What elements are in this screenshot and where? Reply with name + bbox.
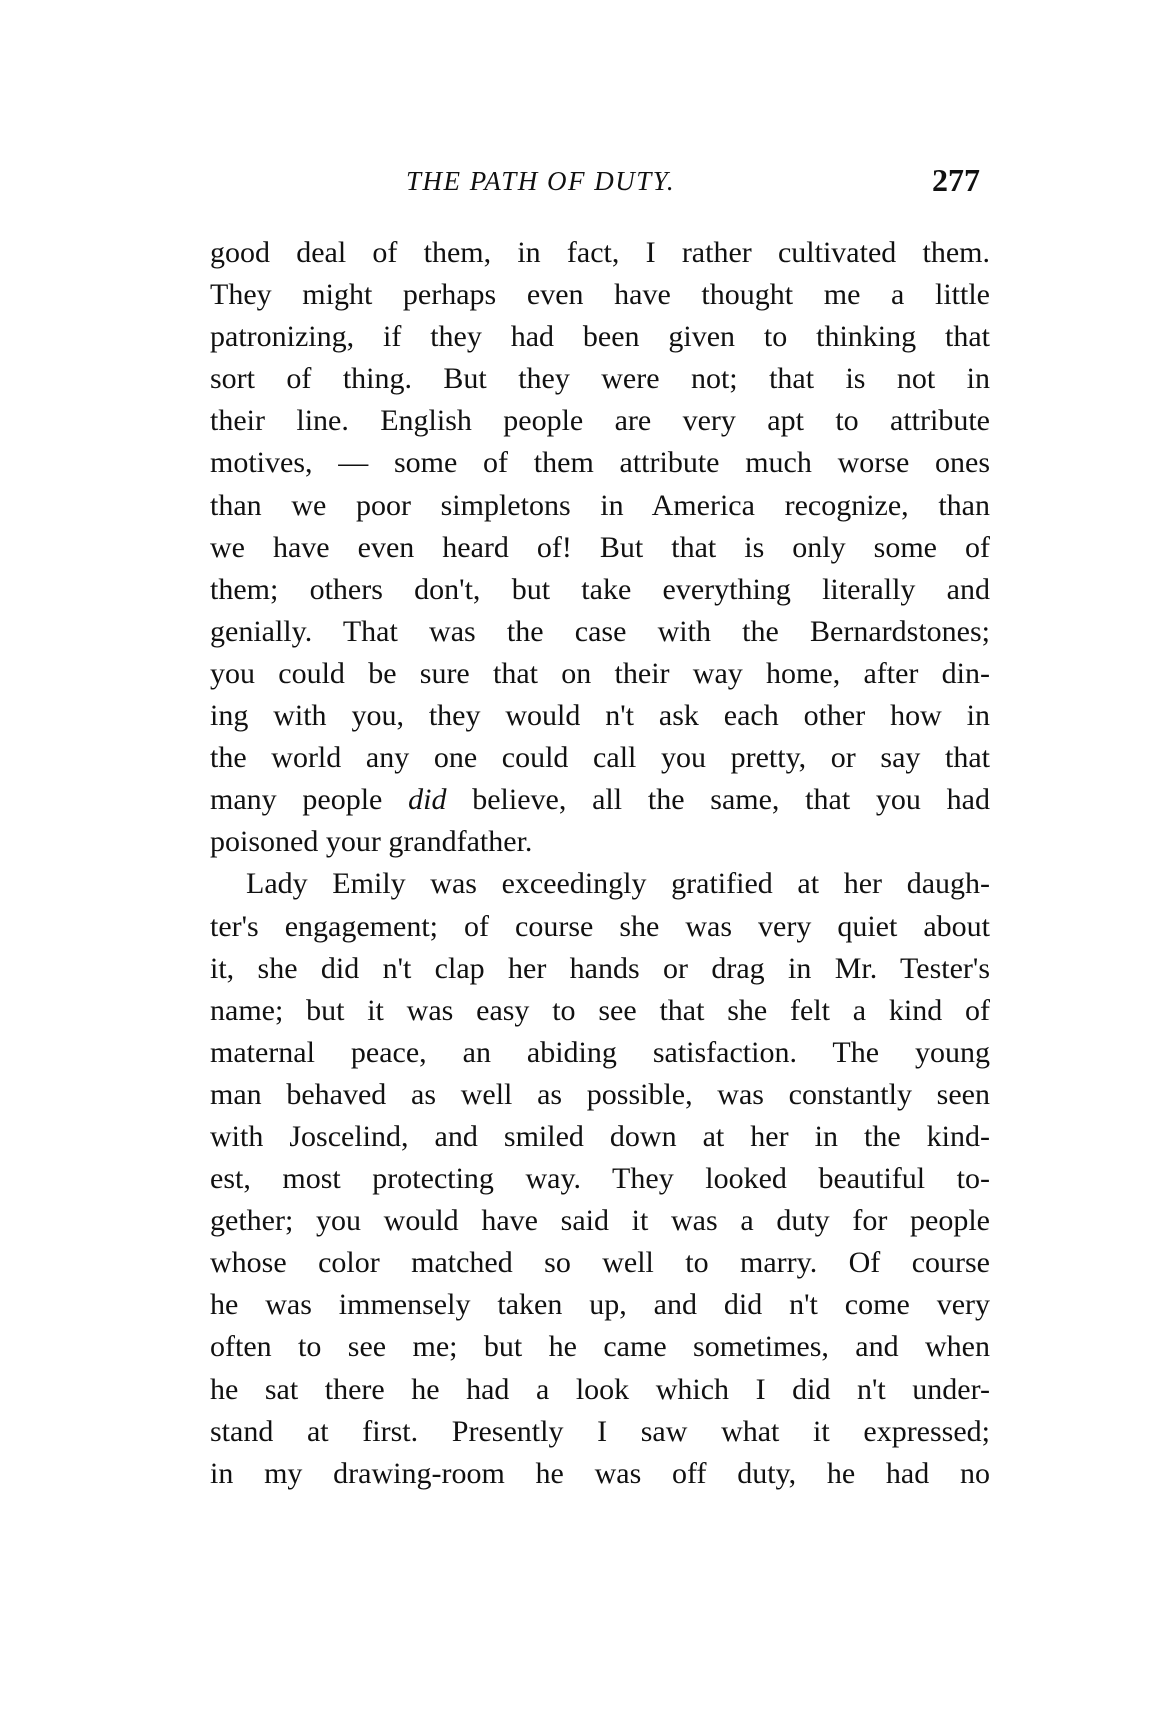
text-line: than we poor simpletons in America recognize, than — [210, 488, 990, 522]
text-line-with-emphasis — [210, 779, 990, 821]
text-line: he was immensely taken up, and did n't come very — [210, 1288, 990, 1322]
text-line: he sat there he had a look which I did n't under- — [210, 1372, 990, 1406]
text-line: the world any one could call you pretty, or say that — [210, 741, 990, 775]
text-line: genially. That was the case with the Bernardstones; — [210, 614, 990, 648]
body-text — [210, 232, 990, 1495]
text-line: we have even heard of! But that is only some of — [210, 530, 990, 564]
text-line: motives, — some of them attribute much worse ones — [210, 446, 990, 480]
text-line: patronizing, if they had been given to thinking that — [210, 320, 990, 354]
text-line: ter's engagement; of course she was very quiet about — [210, 909, 990, 943]
text-line: with Joscelind, and smiled down at her in the kind- — [210, 1119, 990, 1153]
text-line: in my drawing-room he was off duty, he had no — [210, 1456, 990, 1490]
text-line: gether; you would have said it was a duty for people — [210, 1204, 990, 1238]
running-title: THE PATH OF DUTY. — [406, 166, 676, 196]
text-line: it, she did n't clap her hands or drag in Mr. Tester's — [210, 951, 990, 985]
text-fragment: believe, all the same, that you had — [446, 783, 990, 817]
text-line: sort of thing. But they were not; that is not in — [210, 362, 990, 396]
text-line: good deal of them, in fact, I rather cultivated them. — [210, 236, 990, 269]
text-line: their line. English people are very apt to attribute — [210, 404, 990, 438]
text-line: maternal peace, an abiding satisfaction. The young — [210, 1035, 990, 1069]
text-fragment: many people — [210, 783, 409, 817]
text-line: name; but it was easy to see that she felt a kind of — [210, 993, 990, 1027]
text-line: They might perhaps even have thought me a little — [210, 278, 990, 312]
page-number: 277 — [932, 162, 980, 198]
emphasized-word: did — [408, 783, 447, 817]
text-line: whose color matched so well to marry. Of course — [210, 1246, 990, 1280]
paragraph-end-line: poisoned your grandfather. — [210, 825, 533, 859]
paragraph-start-line: Lady Emily was exceedingly gratified at her daugh- — [246, 867, 990, 901]
text-line: man behaved as well as possible, was constantly seen — [210, 1077, 990, 1111]
running-head — [210, 162, 990, 206]
text-line: often to see me; but he came sometimes, and when — [210, 1330, 990, 1364]
text-line: you could be sure that on their way home, after din- — [210, 656, 990, 690]
text-line: ing with you, they would n't ask each other how in — [210, 699, 990, 733]
text-line: est, most protecting way. They looked beautiful to- — [210, 1162, 990, 1196]
text-line: stand at first. Presently I saw what it expressed; — [210, 1414, 990, 1448]
text-line: them; others don't, but take everything literally and — [210, 572, 990, 606]
